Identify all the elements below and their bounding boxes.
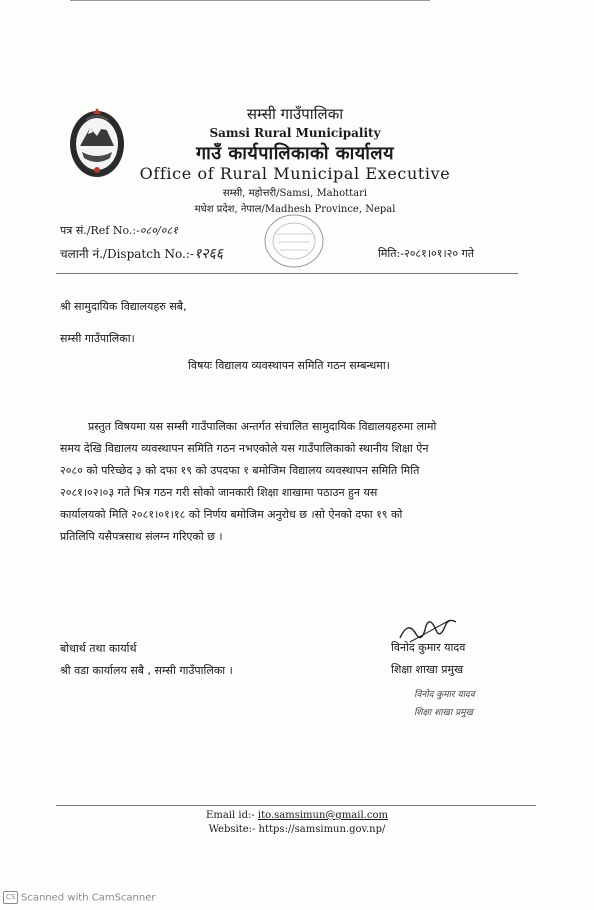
date-value: २०८१।०१।२० गते <box>403 247 475 260</box>
nepal-emblem-logo <box>66 104 128 180</box>
office-name-english: Office of Rural Municipal Executive <box>139 164 451 183</box>
dispatch-value: १२६६ <box>193 246 224 262</box>
body-line-6: प्रतिलिपि यसैपत्रसाथ संलग्न गरिएको छ । <box>60 530 223 543</box>
watermark-text: Scanned with CamScanner <box>21 892 156 904</box>
top-edge-line <box>70 0 430 1</box>
footer-divider <box>56 805 536 806</box>
footer-email <box>0 810 594 821</box>
email-link[interactable]: ito.samsimun@gmail.com <box>257 810 388 821</box>
dispatch-label: चलानी नं./Dispatch No.:- <box>60 247 194 261</box>
signatory-name: विनोद कुमार यादव <box>391 641 466 654</box>
body-line-2: समय देखि विद्यालय व्यवस्थापन समिति गठन नभएकोले यस गाउँपालिकाको स्थानीय शिक्षा ऐन <box>60 442 429 455</box>
date-label: मिति:- <box>378 247 404 260</box>
letter-date <box>378 246 474 261</box>
ref-value: ०८०/०८१ <box>139 224 178 237</box>
cc-recipient: श्री वडा कार्यालय सबै , सम्सी गाउँपालिका । <box>60 664 233 677</box>
office-name-nepali: गाउँ कार्यपालिकाको कार्यालय <box>195 143 395 164</box>
camscanner-icon: CS <box>3 891 18 904</box>
office-seal-stamp <box>262 212 326 270</box>
body-line-1: प्रस्तुत विषयमा यस सम्सी गाउँपालिका अन्तर्गत संचालित सामुदायिक विद्यालयहरुमा लामो <box>88 420 437 433</box>
signature-stamp-name: विनोद कुमार यादव <box>414 690 475 700</box>
ref-label: पत्र सं./Ref No.:- <box>60 224 140 237</box>
address-line-2: मधेश प्रदेश, नेपाल/Madhesh Province, Nepal <box>194 204 396 215</box>
reference-number <box>60 223 178 238</box>
cc-heading: बोधार्थ तथा कार्यार्थ <box>60 642 137 655</box>
body-line-3: २०८० को परिच्छेद ३ को दफा १९ को उपदफा १ बमोजिम विद्यालय व्यवस्थापन समिति मिति <box>60 464 420 477</box>
footer-website[interactable]: Website:- https://samsimun.gov.np/ <box>208 824 386 835</box>
header-divider <box>56 273 518 274</box>
body-line-5: कार्यालयको मिति २०८१।०१।१८ को निर्णय बमोजिम अनुरोध छ ।सो ऐनको दफा १९ को <box>60 508 403 521</box>
dispatch-number <box>60 244 223 263</box>
subject-line: विषयः विद्यालय व्यवस्थापन समिति गठन सम्बन्धमा। <box>188 359 390 372</box>
municipality-name-english: Samsi Rural Municipality <box>209 126 381 140</box>
email-label: Email id:- <box>206 810 255 821</box>
signatory-title: शिक्षा शाखा प्रमुख <box>391 663 464 676</box>
body-line-4: २०८१।०२।०३ गते भित्र गठन गरी सोको जानकारी शिक्षा शाखामा पठाउन हुन यस <box>60 486 378 499</box>
municipality-name-nepali: सम्सी गाउँपालिका <box>246 105 344 123</box>
addressee-line-1: श्री सामुदायिक विद्यालयहरु सबै, <box>60 300 187 313</box>
camscanner-watermark <box>3 891 156 904</box>
signature-stamp-title: शिक्षा शाखा प्रमुख <box>414 708 473 718</box>
address-line-1: सम्सी, महोत्तरी/Samsi, Mahottari <box>222 188 368 199</box>
addressee-line-2: सम्सी गाउँपालिका। <box>60 332 135 345</box>
